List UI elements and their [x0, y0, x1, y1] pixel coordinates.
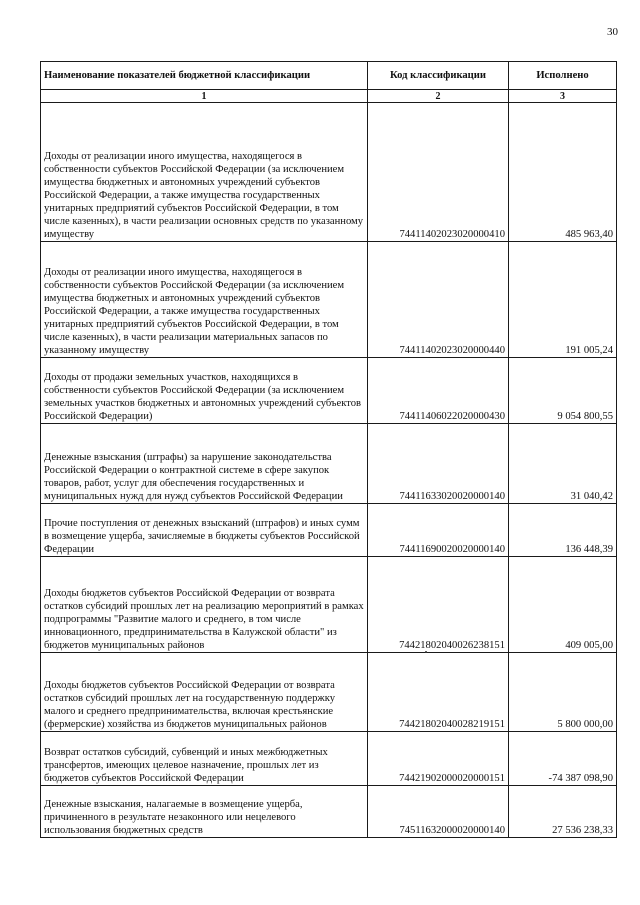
row-code: 74421902000020000151	[368, 732, 509, 786]
row-name: Денежные взыскания (штрафы) за нарушение законодательства Российской Федерации о контрактной системе в сфере закупок товаров, работ, услуг для обеспечения государственных и муниципальных нужд для нужд субъектов Российской Федерации	[41, 424, 368, 504]
header-executed: Исполнено	[509, 62, 617, 90]
row-amount: 485 963,40	[509, 103, 617, 242]
row-code: 74421802040028219151	[368, 653, 509, 732]
table-row	[41, 103, 617, 242]
row-code: 74411402023020000410	[368, 103, 509, 242]
row-name: Доходы от продажи земельных участков, находящихся в собственности субъектов Российской Федерации (за исключением земельных участков бюджетных и автономных учреждений субъектов Российской Федерации)	[41, 358, 368, 424]
row-amount: -74 387 098,90	[509, 732, 617, 786]
table-row	[41, 358, 617, 424]
row-name: Денежные взыскания, налагаемые в возмещение ущерба, причиненного в результате незаконного или нецелевого использования бюджетных средств	[41, 786, 368, 838]
row-name: Доходы бюджетов субъектов Российской Федерации от возврата остатков субсидий прошлых лет на государственную поддержку малого и среднего предпринимательства, включая крестьянские (фермерские) хозяйства из бюджетов муниципальных районов	[41, 653, 368, 732]
column-number-3: 3	[509, 90, 617, 103]
row-amount: 5 800 000,00	[509, 653, 617, 732]
scan-speck	[425, 651, 427, 653]
table-row	[41, 653, 617, 732]
row-name: Доходы бюджетов субъектов Российской Федерации от возврата остатков субсидий прошлых лет на реализацию мероприятий в рамках подпрограммы "Развитие малого и среднего, в том числе инновационного, предпринимательства в Калужской области" из бюджетов муниципальных районов	[41, 557, 368, 653]
row-name: Доходы от реализации иного имущества, находящегося в собственности субъектов Российской Федерации (за исключением имущества бюджетных и автономных учреждений субъектов Российской Федерации, а также имущества государственных унитарных предприятий субъектов Российской Федерации, в том числе казенных), в части реализации материальных запасов по указанному имуществу	[41, 242, 368, 358]
row-name: Доходы от реализации иного имущества, находящегося в собственности субъектов Российской Федерации (за исключением имущества бюджетных и автономных учреждений субъектов Российской Федерации, а также имущества государственных унитарных предприятий субъектов Российской Федерации, в том числе казенных), в части реализации основных средств по указанному имуществу	[41, 103, 368, 242]
table-row	[41, 424, 617, 504]
row-amount: 31 040,42	[509, 424, 617, 504]
row-amount: 27 536 238,33	[509, 786, 617, 838]
row-amount: 409 005,00	[509, 557, 617, 653]
table-row	[41, 504, 617, 557]
row-code: 74411406022020000430	[368, 358, 509, 424]
page-number: 30	[607, 26, 618, 38]
table-row	[41, 732, 617, 786]
header-code: Код классификации	[368, 62, 509, 90]
row-code: 74511632000020000140	[368, 786, 509, 838]
row-amount: 136 448,39	[509, 504, 617, 557]
row-code: 74411633020020000140	[368, 424, 509, 504]
column-number-row	[41, 90, 617, 103]
table-header-row	[41, 62, 617, 90]
row-name: Возврат остатков субсидий, субвенций и иных межбюджетных трансфертов, имеющих целевое назначение, прошлых лет из бюджетов субъектов Российской Федерации	[41, 732, 368, 786]
row-name: Прочие поступления от денежных взысканий (штрафов) и иных сумм в возмещение ущерба, зачисляемые в бюджеты субъектов Российской Федерации	[41, 504, 368, 557]
table-row	[41, 786, 617, 838]
table-row	[41, 242, 617, 358]
budget-table	[40, 61, 617, 838]
column-number-1: 1	[41, 90, 368, 103]
row-code: 74411690020020000140	[368, 504, 509, 557]
row-amount: 191 005,24	[509, 242, 617, 358]
row-amount: 9 054 800,55	[509, 358, 617, 424]
row-code: 74421802040026238151	[368, 557, 509, 653]
table-row	[41, 557, 617, 653]
row-code: 74411402023020000440	[368, 242, 509, 358]
column-number-2: 2	[368, 90, 509, 103]
header-name: Наименование показателей бюджетной классификации	[41, 62, 368, 90]
